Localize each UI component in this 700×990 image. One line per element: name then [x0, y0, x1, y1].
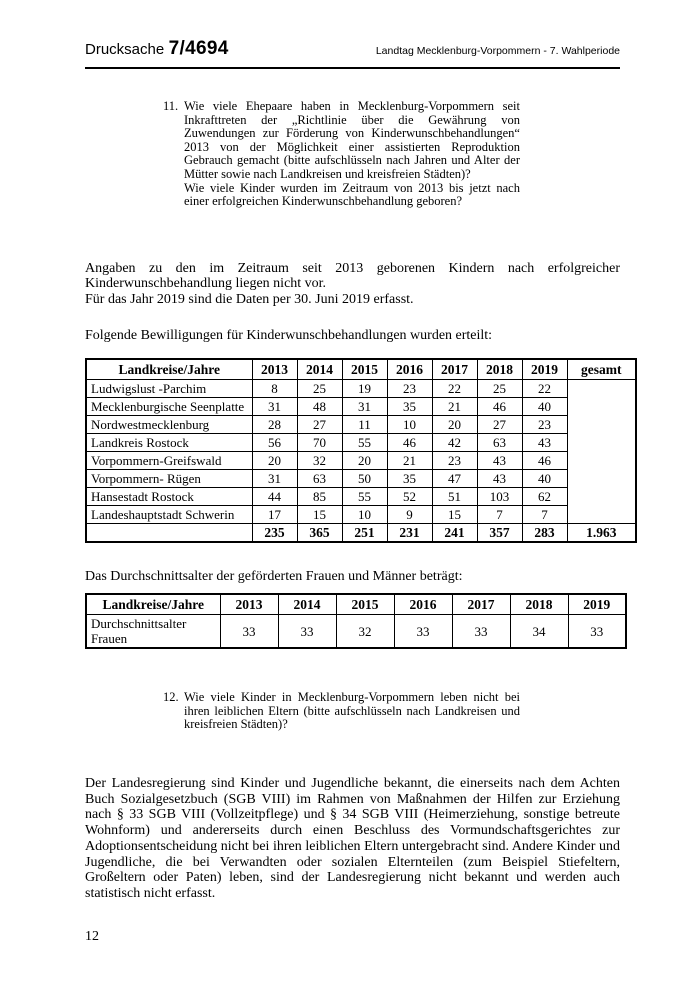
- value-cell: 43: [477, 451, 522, 469]
- value-cell: 20: [252, 451, 297, 469]
- totals-value-cell: 241: [432, 523, 477, 542]
- table-header-cell: 2014: [278, 594, 336, 615]
- table-header-cell: 2016: [387, 359, 432, 380]
- document-header: [85, 38, 620, 60]
- question-11-part1: Wie viele Ehepaare haben in Mecklenburg-Vorpommern seit Inkrafttreten der „Richtlinie über die Gewährung von Zuwendungen zur Förderung von Kinderwunschbehandlungen“ 2013 von der Möglichkeit einer assistierten Reproduktion Gebrauch gemacht (bitte aufschlüsseln nach Jahren und Alter der Mütter sowie nach Landkreisen und kreisfreien Städten)?: [184, 99, 520, 181]
- row-label-cell: Landkreis Rostock: [86, 433, 252, 451]
- value-cell: 28: [252, 415, 297, 433]
- totals-value-cell: 231: [387, 523, 432, 542]
- approvals-table: [85, 358, 637, 543]
- value-cell: 23: [387, 379, 432, 397]
- value-cell: 48: [297, 397, 342, 415]
- value-cell: 85: [297, 487, 342, 505]
- row-label-cell: Durchschnittsalter Frauen: [86, 615, 220, 649]
- value-cell: 31: [342, 397, 387, 415]
- table-header-row: [86, 359, 636, 380]
- value-cell: 20: [342, 451, 387, 469]
- value-cell: 43: [522, 433, 567, 451]
- value-cell: 46: [522, 451, 567, 469]
- answer-12: Der Landesregierung sind Kinder und Jugendliche bekannt, die einerseits nach dem Achten Buch Sozialgesetzbuch (SGB VIII) im Rahmen von Maßnahmen der Hilfen zur Erziehung nach § 33 SGB VIII (Vollzeitpflege) und § 34 SGB VIII (Heimerziehung, sonstige betreute Wohnform) und andererseits durch einen Beschluss des Vormundschaftsgerichtes zur Adoptionsentscheidung nicht bei ihren leiblichen Eltern untergebracht sind. Andere Kinder und Jugendliche, die bei Verwandten oder sozialen Elternteilen (zum Beispiel Stiefeltern, Großeltern oder Paten) leben, sind der Landesregierung nicht bekannt und werden auch statistisch nicht erfasst.: [85, 776, 620, 901]
- value-cell: 35: [387, 397, 432, 415]
- table-header-cell: Landkreise/Jahre: [86, 359, 252, 380]
- table-header-cell: 2017: [432, 359, 477, 380]
- value-cell: 51: [432, 487, 477, 505]
- table-row: [86, 615, 626, 649]
- totals-value-cell: 283: [522, 523, 567, 542]
- table-header-cell: 2018: [477, 359, 522, 380]
- question-11: [163, 100, 520, 209]
- answer-intro-line2: Für das Jahr 2019 sind die Daten per 30. Juni 2019 erfasst.: [85, 292, 414, 308]
- value-cell: 63: [297, 469, 342, 487]
- value-cell: 21: [432, 397, 477, 415]
- gesamt-merged-cell: [567, 379, 636, 523]
- totals-value-cell: 357: [477, 523, 522, 542]
- question-12: [163, 691, 520, 732]
- value-cell: 40: [522, 469, 567, 487]
- value-cell: 11: [342, 415, 387, 433]
- table-header-cell: 2014: [297, 359, 342, 380]
- doc-id: [85, 38, 229, 60]
- totals-value-cell: 235: [252, 523, 297, 542]
- value-cell: 22: [522, 379, 567, 397]
- table-header-cell: 2015: [336, 594, 394, 615]
- value-cell: 27: [477, 415, 522, 433]
- value-cell: 25: [297, 379, 342, 397]
- value-cell: 47: [432, 469, 477, 487]
- row-label-cell: Nordwestmecklenburg: [86, 415, 252, 433]
- table-row: [86, 487, 636, 505]
- value-cell: 46: [477, 397, 522, 415]
- totals-label-cell: [86, 523, 252, 542]
- value-cell: 34: [510, 615, 568, 649]
- question-11-text: [184, 100, 520, 209]
- value-cell: 8: [252, 379, 297, 397]
- value-cell: 9: [387, 505, 432, 523]
- table-header-cell: 2013: [220, 594, 278, 615]
- row-label-cell: Hansestadt Rostock: [86, 487, 252, 505]
- table-header-cell: 2015: [342, 359, 387, 380]
- value-cell: 23: [432, 451, 477, 469]
- table-header-cell: 2018: [510, 594, 568, 615]
- value-cell: 103: [477, 487, 522, 505]
- table-row: [86, 397, 636, 415]
- value-cell: 46: [387, 433, 432, 451]
- value-cell: 33: [220, 615, 278, 649]
- table-row: [86, 469, 636, 487]
- value-cell: 31: [252, 469, 297, 487]
- table-header-cell: 2016: [394, 594, 452, 615]
- value-cell: 10: [342, 505, 387, 523]
- question-12-number: 12.: [163, 690, 179, 705]
- table-row: [86, 415, 636, 433]
- table-header-cell: 2013: [252, 359, 297, 380]
- value-cell: 27: [297, 415, 342, 433]
- value-cell: 31: [252, 397, 297, 415]
- value-cell: 17: [252, 505, 297, 523]
- value-cell: 10: [387, 415, 432, 433]
- value-cell: 50: [342, 469, 387, 487]
- value-cell: 55: [342, 433, 387, 451]
- age-intro: Das Durchschnittsalter der geförderten Frauen und Männer beträgt:: [85, 568, 463, 584]
- table-row: [86, 379, 636, 397]
- totals-gesamt-cell: 1.963: [567, 523, 636, 542]
- header-rule: [85, 67, 620, 69]
- value-cell: 25: [477, 379, 522, 397]
- approvals-intro: Folgende Bewilligungen für Kinderwunschbehandlungen wurden erteilt:: [85, 327, 493, 343]
- totals-value-cell: 365: [297, 523, 342, 542]
- value-cell: 19: [342, 379, 387, 397]
- value-cell: 43: [477, 469, 522, 487]
- value-cell: 7: [522, 505, 567, 523]
- value-cell: 55: [342, 487, 387, 505]
- page-number: 12: [85, 929, 99, 944]
- table-header-row: [86, 594, 626, 615]
- value-cell: 40: [522, 397, 567, 415]
- table-totals-row: [86, 523, 636, 542]
- row-label-cell: Mecklenburgische Seenplatte: [86, 397, 252, 415]
- value-cell: 22: [432, 379, 477, 397]
- value-cell: 33: [452, 615, 510, 649]
- row-label-cell: Vorpommern-Greifswald: [86, 451, 252, 469]
- value-cell: 62: [522, 487, 567, 505]
- row-label-cell: Ludwigslust -Parchim: [86, 379, 252, 397]
- table-header-cell: 2017: [452, 594, 510, 615]
- value-cell: 23: [522, 415, 567, 433]
- table-header-cell: gesamt: [567, 359, 636, 380]
- question-11-part2: Wie viele Kinder wurden im Zeitraum von 2013 bis jetzt nach einer erfolgreichen Kinderwunschbehandlung geboren?: [184, 180, 520, 209]
- value-cell: 15: [432, 505, 477, 523]
- value-cell: 56: [252, 433, 297, 451]
- value-cell: 42: [432, 433, 477, 451]
- doc-header-right: Landtag Mecklenburg-Vorpommern - 7. Wahlperiode: [375, 45, 620, 57]
- value-cell: 15: [297, 505, 342, 523]
- answer-intro: [85, 261, 620, 308]
- table-header-cell: 2019: [568, 594, 626, 615]
- doc-label: Drucksache: [85, 41, 165, 58]
- value-cell: 7: [477, 505, 522, 523]
- question-12-part1: Wie viele Kinder in Mecklenburg-Vorpommern leben nicht bei ihren leiblichen Eltern (bitte aufschlüsseln nach Landkreisen und kreisfreien Städten)?: [184, 690, 520, 732]
- row-label-cell: Vorpommern- Rügen: [86, 469, 252, 487]
- totals-value-cell: 251: [342, 523, 387, 542]
- value-cell: 20: [432, 415, 477, 433]
- value-cell: 32: [336, 615, 394, 649]
- question-12-text: [184, 691, 520, 732]
- table-row: [86, 451, 636, 469]
- value-cell: 52: [387, 487, 432, 505]
- table-header-cell: Landkreise/Jahre: [86, 594, 220, 615]
- value-cell: 21: [387, 451, 432, 469]
- row-label-cell: Landeshauptstadt Schwerin: [86, 505, 252, 523]
- value-cell: 35: [387, 469, 432, 487]
- value-cell: 33: [278, 615, 336, 649]
- value-cell: 63: [477, 433, 522, 451]
- value-cell: 33: [568, 615, 626, 649]
- average-age-table: [85, 593, 627, 649]
- value-cell: 33: [394, 615, 452, 649]
- table-row: [86, 505, 636, 523]
- value-cell: 44: [252, 487, 297, 505]
- table-row: [86, 433, 636, 451]
- question-11-number: 11.: [163, 99, 179, 113]
- value-cell: 70: [297, 433, 342, 451]
- value-cell: 32: [297, 451, 342, 469]
- doc-number: 7/4694: [168, 38, 229, 59]
- answer-intro-line1: Angaben zu den im Zeitraum seit 2013 geborenen Kindern nach erfolgreicher Kinderwunschbehandlung liegen nicht vor.: [85, 260, 620, 292]
- table-header-cell: 2019: [522, 359, 567, 380]
